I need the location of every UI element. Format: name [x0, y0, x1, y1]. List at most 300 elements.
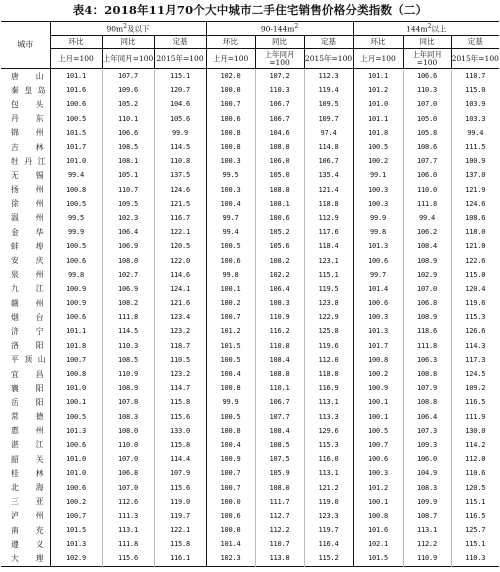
- index-value: 109.7: [304, 112, 353, 126]
- index-value: 100.3: [206, 183, 255, 197]
- index-value: 111.9: [451, 410, 499, 424]
- index-value: 112.2: [255, 523, 304, 537]
- index-value: 100.7: [206, 480, 255, 494]
- index-value: 118.8: [304, 367, 353, 381]
- index-value: 118.0: [451, 225, 499, 239]
- index-value: 110.3: [255, 83, 304, 97]
- index-value: 112.0: [304, 353, 353, 367]
- city-char: 安: [11, 256, 19, 266]
- index-value: 100.7: [50, 353, 102, 367]
- index-value: 101.0: [353, 97, 403, 111]
- index-value: 107.0: [403, 97, 451, 111]
- index-value: 100.8: [50, 183, 102, 197]
- city-char: 州: [35, 270, 44, 280]
- index-value: 120.5: [451, 480, 499, 494]
- index-value: 118.7: [154, 339, 206, 353]
- table-row: [1, 353, 499, 367]
- index-value: 108.8: [403, 395, 451, 409]
- index-value: 115.3: [451, 310, 499, 324]
- index-value: 100.5: [353, 424, 403, 438]
- index-value: 123.8: [304, 296, 353, 310]
- index-value: 106.3: [403, 353, 451, 367]
- index-value: 108.3: [403, 480, 451, 494]
- city-char: 皇: [24, 85, 33, 95]
- city-char: 林: [35, 142, 44, 152]
- index-value: 102.9: [403, 268, 451, 282]
- index-value: 106.9: [102, 282, 154, 296]
- page-title: 表4：2018年11月70个大中城市二手住宅销售价格分类指数（二）: [72, 3, 428, 17]
- index-value: 108.8: [403, 367, 451, 381]
- index-value: 101.3: [353, 239, 403, 253]
- index-value: 109.2: [451, 381, 499, 395]
- index-value: 99.4: [451, 126, 499, 140]
- city-header: 城市: [1, 22, 50, 69]
- index-value: 106.8: [403, 296, 451, 310]
- table-row: [1, 310, 499, 324]
- index-value: 107.8: [102, 395, 154, 409]
- city-char: 岛: [37, 85, 46, 95]
- index-value: 115.1: [451, 495, 499, 509]
- index-value: 122.9: [304, 310, 353, 324]
- index-value: 105.9: [255, 466, 304, 480]
- city-name: [1, 168, 50, 182]
- index-value: 101.8: [50, 339, 102, 353]
- index-value: 115.1: [304, 268, 353, 282]
- index-value: 110.7: [255, 537, 304, 551]
- index-value: 106.0: [255, 154, 304, 168]
- city-char: 金: [11, 227, 19, 237]
- index-value: 100.2: [353, 367, 403, 381]
- index-value: 108.1: [102, 154, 154, 168]
- index-value: 106.8: [102, 466, 154, 480]
- index-value: 108.8: [255, 367, 304, 381]
- index-value: 106.7: [304, 154, 353, 168]
- index-value: 99.8: [353, 225, 403, 239]
- index-value: 109.5: [102, 197, 154, 211]
- index-value: 100.4: [206, 197, 255, 211]
- city-name: [1, 239, 50, 253]
- base-2015: 2015年=100: [154, 49, 206, 69]
- city-name: [1, 537, 50, 551]
- index-value: 99.9: [154, 126, 206, 140]
- index-value: 109.5: [304, 97, 353, 111]
- city-char: 华: [35, 227, 44, 237]
- index-value: 107.5: [255, 452, 304, 466]
- city-char: 扬: [11, 185, 19, 195]
- index-value: 101.0: [50, 466, 102, 480]
- city-char: 州: [35, 128, 44, 138]
- index-value: 119.0: [154, 495, 206, 509]
- table-row: [1, 410, 499, 424]
- city-char: 阳: [35, 397, 44, 407]
- header-group-row: [1, 22, 499, 36]
- index-value: 115.8: [154, 395, 206, 409]
- index-value: 114.2: [451, 438, 499, 452]
- index-value: 102.3: [102, 211, 154, 225]
- index-value: 100.5: [206, 353, 255, 367]
- city-char: 三: [11, 497, 19, 507]
- city-char: 大: [11, 553, 19, 563]
- index-value: 105.0: [403, 112, 451, 126]
- index-value: 102.2: [255, 268, 304, 282]
- index-value: 111.8: [102, 310, 154, 324]
- index-value: 106.6: [102, 126, 154, 140]
- index-value: 106.2: [403, 225, 451, 239]
- city-char: 丹: [11, 114, 19, 124]
- table-row: [1, 225, 499, 239]
- index-value: 111.7: [255, 495, 304, 509]
- header-sub-row: [1, 36, 499, 49]
- city-char: 州: [35, 213, 44, 223]
- table-row: [1, 509, 499, 523]
- index-value: 101.2: [206, 324, 255, 338]
- index-value: 101.1: [353, 112, 403, 126]
- index-value: 101.3: [353, 324, 403, 338]
- city-name: [1, 367, 50, 381]
- index-value: 101.7: [353, 339, 403, 353]
- index-value: 100.6: [50, 438, 102, 452]
- table-row: [1, 523, 499, 537]
- city-char: 湛: [11, 440, 19, 450]
- index-value: 99.5: [50, 211, 102, 225]
- index-value: 102.9: [50, 551, 102, 566]
- index-value: 116.7: [154, 211, 206, 225]
- index-value: 115.8: [154, 438, 206, 452]
- index-value: 116.9: [304, 381, 353, 395]
- index-value: 112.0: [451, 452, 499, 466]
- table-row: [1, 168, 499, 182]
- index-value: 137.5: [154, 168, 206, 182]
- index-value: 107.0: [403, 282, 451, 296]
- city-name: [1, 112, 50, 126]
- index-value: 108.8: [255, 140, 304, 154]
- index-value: 112.7: [255, 509, 304, 523]
- index-value: 101.6: [353, 523, 403, 537]
- index-value: 100.3: [353, 197, 403, 211]
- index-value: 114.4: [154, 452, 206, 466]
- index-value: 102.3: [206, 551, 255, 566]
- index-value: 100.1: [50, 395, 102, 409]
- index-value: 101.5: [50, 126, 102, 140]
- index-value: 100.1: [353, 395, 403, 409]
- index-value: 100.8: [206, 83, 255, 97]
- index-value: 113.1: [304, 466, 353, 480]
- index-value: 99.9: [206, 395, 255, 409]
- index-value: 106.7: [255, 395, 304, 409]
- index-value: 113.1: [102, 523, 154, 537]
- table-row: [1, 112, 499, 126]
- index-value: 101.5: [353, 551, 403, 566]
- index-value: 110.1: [102, 112, 154, 126]
- index-value: 119.7: [304, 523, 353, 537]
- index-value: 100.9: [353, 381, 403, 395]
- index-value: 110.3: [403, 83, 451, 97]
- table-row: [1, 211, 499, 225]
- index-value: 100.5: [50, 239, 102, 253]
- index-value: 104.6: [255, 126, 304, 140]
- index-value: 101.2: [353, 83, 403, 97]
- index-value: 100.3: [206, 154, 255, 168]
- index-value: 119.7: [154, 509, 206, 523]
- table-row: [1, 140, 499, 154]
- index-value: 115.6: [154, 410, 206, 424]
- index-value: 100.6: [50, 97, 102, 111]
- index-value: 100.8: [206, 381, 255, 395]
- index-value: 100.3: [353, 183, 403, 197]
- index-value: 112.9: [304, 211, 353, 225]
- sub-header-base: 定基: [304, 36, 353, 49]
- index-value: 106.0: [403, 452, 451, 466]
- sub-header-yoy: 同比: [102, 36, 154, 49]
- city-name: [1, 452, 50, 466]
- index-value: 100.6: [353, 296, 403, 310]
- index-value: 105.1: [102, 168, 154, 182]
- index-value: 124.5: [451, 367, 499, 381]
- table-row: [1, 97, 499, 111]
- city-name: [1, 183, 50, 197]
- index-value: 100.6: [50, 253, 102, 267]
- index-value: 108.2: [102, 296, 154, 310]
- index-value: 100.6: [353, 452, 403, 466]
- city-char: 东: [35, 114, 44, 124]
- index-value: 114.5: [102, 324, 154, 338]
- city-char: 锦: [11, 128, 19, 138]
- index-value: 110.9: [403, 551, 451, 566]
- index-value: 119.4: [304, 83, 353, 97]
- index-value: 114.7: [154, 381, 206, 395]
- index-value: 100.5: [206, 239, 255, 253]
- city-name: [1, 253, 50, 267]
- city-char: 宁: [35, 326, 44, 336]
- index-value: 123.1: [304, 253, 353, 267]
- index-value: 103.9: [451, 97, 499, 111]
- index-value: 115.6: [102, 551, 154, 566]
- index-value: 118.6: [403, 324, 451, 338]
- table-row: [1, 438, 499, 452]
- index-value: 104.9: [403, 466, 451, 480]
- city-name: [1, 324, 50, 338]
- city-char: 烟: [11, 312, 19, 322]
- city-char: 头: [35, 99, 44, 109]
- index-value: 115.8: [154, 537, 206, 551]
- index-value: 99.8: [50, 268, 102, 282]
- index-value: 106.4: [255, 282, 304, 296]
- index-value: 121.5: [154, 197, 206, 211]
- index-value: 105.8: [403, 126, 451, 140]
- index-value: 108.3: [102, 410, 154, 424]
- index-value: 108.6: [451, 211, 499, 225]
- index-value: 122.1: [154, 225, 206, 239]
- city-char: 州: [35, 298, 44, 308]
- city-char: 温: [11, 213, 19, 223]
- index-value: 120.4: [451, 282, 499, 296]
- city-name: [1, 339, 50, 353]
- base-2015: 2015年=100: [451, 49, 499, 69]
- index-value: 108.5: [255, 438, 304, 452]
- city-char: 济: [11, 326, 19, 336]
- city-char: 遵: [11, 539, 19, 549]
- city-char: 包: [11, 99, 19, 109]
- index-value: 106.4: [403, 410, 451, 424]
- index-value: 105.6: [255, 239, 304, 253]
- index-value: 113.1: [403, 523, 451, 537]
- city-char: 丹: [24, 156, 33, 166]
- index-value: 100.8: [206, 424, 255, 438]
- index-value: 121.6: [154, 296, 206, 310]
- table-row: [1, 282, 499, 296]
- index-value: 108.8: [255, 183, 304, 197]
- city-char: 山: [37, 355, 46, 365]
- index-value: 108.0: [255, 480, 304, 494]
- table-row: [1, 197, 499, 211]
- index-value: 104.6: [154, 97, 206, 111]
- city-char: 江: [37, 156, 46, 166]
- index-value: 122.0: [154, 253, 206, 267]
- base-prev-month: 上月=100: [206, 49, 255, 69]
- index-value: 99.4: [50, 168, 102, 182]
- sub-header-yoy: 同比: [255, 36, 304, 49]
- index-value: 108.2: [255, 253, 304, 267]
- index-value: 106.6: [403, 69, 451, 84]
- index-value: 107.0: [102, 480, 154, 494]
- city-char: 林: [35, 468, 44, 478]
- index-value: 137.0: [451, 168, 499, 182]
- sub-header-yoy: 同比: [403, 36, 451, 49]
- city-char: 宜: [11, 369, 19, 379]
- city-char: 充: [35, 525, 44, 535]
- index-value: 116.0: [304, 452, 353, 466]
- city-name: [1, 480, 50, 494]
- index-value: 123.2: [154, 367, 206, 381]
- index-value: 106.7: [255, 97, 304, 111]
- index-value: 110.8: [255, 339, 304, 353]
- index-value: 100.1: [353, 495, 403, 509]
- index-value: 115.1: [154, 69, 206, 84]
- index-value: 108.4: [403, 239, 451, 253]
- city-char: 秦: [11, 85, 19, 95]
- index-value: 124.6: [154, 183, 206, 197]
- city-char: 吉: [11, 142, 19, 152]
- city-char: 蚌: [11, 241, 19, 251]
- city-char: 九: [11, 284, 19, 294]
- index-value: 123.3: [304, 509, 353, 523]
- city-char: 德: [35, 412, 44, 422]
- city-char: 阳: [35, 341, 44, 351]
- index-value: 100.6: [255, 211, 304, 225]
- index-value: 122.6: [451, 253, 499, 267]
- index-value: 99.5: [206, 168, 255, 182]
- index-value: 100.2: [206, 296, 255, 310]
- index-value: 124.6: [451, 197, 499, 211]
- city-char: 岳: [11, 397, 19, 407]
- city-char: 阳: [35, 383, 44, 393]
- index-value: 111.5: [451, 140, 499, 154]
- index-value: 108.0: [102, 253, 154, 267]
- index-value: 101.3: [50, 537, 102, 551]
- index-value: 121.0: [451, 239, 499, 253]
- city-name: [1, 438, 50, 452]
- index-value: 106.4: [102, 225, 154, 239]
- index-value: 101.1: [353, 69, 403, 84]
- index-value: 100.3: [353, 466, 403, 480]
- index-value: 108.7: [403, 509, 451, 523]
- city-char: 惠: [11, 426, 19, 436]
- city-name: [1, 282, 50, 296]
- index-value: 125.8: [304, 324, 353, 338]
- city-char: 徐: [11, 199, 19, 209]
- table-row: [1, 424, 499, 438]
- index-value: 100.5: [50, 112, 102, 126]
- index-value: 117.3: [451, 353, 499, 367]
- table-row: [1, 253, 499, 267]
- index-value: 117.6: [304, 225, 353, 239]
- city-name: [1, 466, 50, 480]
- sub-header-mom: 环比: [50, 36, 102, 49]
- city-char: 唐: [11, 71, 19, 81]
- index-value: 114.3: [451, 339, 499, 353]
- index-value: 99.4: [403, 211, 451, 225]
- index-value: 111.3: [102, 509, 154, 523]
- city-name: [1, 154, 50, 168]
- index-value: 108.1: [255, 197, 304, 211]
- index-value: 100.5: [50, 410, 102, 424]
- index-value: 100.6: [206, 112, 255, 126]
- index-value: 113.3: [304, 410, 353, 424]
- index-value: 135.4: [304, 168, 353, 182]
- index-value: 101.6: [50, 83, 102, 97]
- table-row: [1, 551, 499, 566]
- index-value: 103.3: [451, 112, 499, 126]
- index-value: 113.8: [255, 551, 304, 566]
- index-value: 115.6: [154, 480, 206, 494]
- group-header-medium: $90-144m^2$: [206, 22, 353, 36]
- index-value: 100.1: [206, 282, 255, 296]
- base-prev-month: 上月=100: [353, 49, 403, 69]
- index-value: 121.2: [304, 480, 353, 494]
- index-value: 112.2: [403, 537, 451, 551]
- city-name: [1, 140, 50, 154]
- table-row: [1, 480, 499, 494]
- index-value: 100.8: [206, 140, 255, 154]
- city-name: [1, 268, 50, 282]
- city-char: 桂: [11, 468, 19, 478]
- city-char: 泉: [11, 270, 19, 280]
- city-name: [1, 197, 50, 211]
- index-value: 100.5: [353, 140, 403, 154]
- index-value: 99.1: [353, 168, 403, 182]
- index-value: 119.0: [304, 495, 353, 509]
- table-row: [1, 395, 499, 409]
- city-name: [1, 97, 50, 111]
- index-value: 116.5: [451, 395, 499, 409]
- city-char: 州: [35, 426, 44, 436]
- index-value: 121.4: [304, 183, 353, 197]
- index-value: 108.5: [102, 353, 154, 367]
- base-prev-year: 上年同月=100: [102, 49, 154, 69]
- city-char: 平: [11, 355, 19, 365]
- index-value: 108.0: [102, 424, 154, 438]
- index-value: 105.0: [255, 168, 304, 182]
- index-value: 100.9: [206, 452, 255, 466]
- table-row: [1, 466, 499, 480]
- table-row: [1, 324, 499, 338]
- index-value: 116.4: [304, 537, 353, 551]
- city-name: [1, 381, 50, 395]
- table-row: [1, 154, 499, 168]
- index-value: 105.2: [102, 97, 154, 111]
- index-value: 107.9: [154, 466, 206, 480]
- city-char: 牡: [11, 156, 19, 166]
